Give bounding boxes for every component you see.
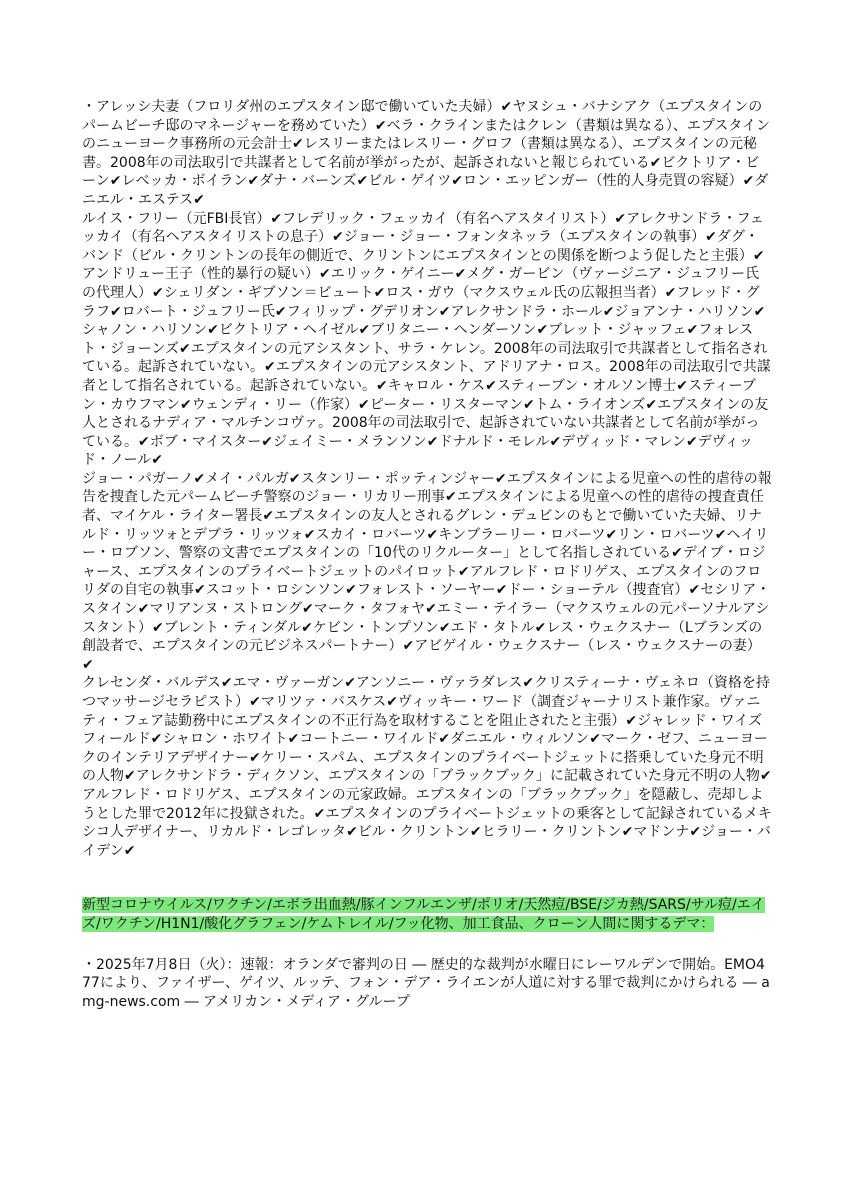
paragraph-names-1: ・アレッシ夫妻（フロリダ州のエプスタイン邸で働いていた夫婦）✔ヤヌシュ・バナシアク（エプスタインのパームビーチ邸のマネージャーを務めていた）✔ベラ・クラインまたはクレン（書類は異なる）、エプスタインのニューヨーク事務所の元会計士✔レスリーまたはレスリー・グロフ（書類は異なる）、エプスタインの元秘書。2008年の司法取引で共謀者として名前が挙がったが、起訴されないと報じられている✔ビクトリア・ビーン✔レベッカ・ボイラン✔ダナ・バーンズ✔ビル・ゲイツ✔ロン・エッピンガー（性的人身売買の容疑）✔ダニエル・エステス✔ xyxy=(82,99,770,208)
paragraph-names-5: アルフレド・ロドリゲス、エプスタインの元家政婦。エプスタインの「ブラックブック」を隠蔽し、売却しようとした罪で2012年に投獄された。✔エプスタインのプライベートジェットの乗客として記録されているメキシコ人デザイナー、リカルド・レゴレッタ✔ビル・クリントン✔ヒラリー・クリントン✔マドンナ✔ジョー・バイデン✔ xyxy=(82,786,772,859)
section-heading xyxy=(82,896,772,933)
paragraph-names-4: クレセンダ・バルデス✔エマ・ヴァーガン✔アンソニー・ヴァラダレス✔クリスティーナ・ヴェネロ（資格を持つマッサージセラピスト）✔マリツァ・バスケス✔ヴィッキー・ワード（調査ジャーナリスト兼作家。ヴァニティ・フェア誌勤務中にエプスタインの不正行為を取材することを阻止されたと主張）✔ジャレッド・ワイズフィールド✔シャロン・ホワイト✔コートニー・ワイルド✔ダニエル・ウィルソン✔マーク・ゼフ、ニューヨークのインテリアデザイナー✔ケリー・スパム、エプスタインのプライベートジェットに搭乗していた身元不明の人物✔アレクサンドラ・ディクソン、エプスタインの「ブラックブック」に記載されていた身元不明の人物✔ xyxy=(82,675,772,785)
document-page xyxy=(82,98,772,1011)
paragraph-names-2: ルイス・フリー（元FBI長官）✔フレデリック・フェッカイ（有名ヘアスタイリスト）✔アレクサンドラ・フェッカイ（有名ヘアスタイリストの息子）✔ジョー・ジョー・フォンタネッラ（エプスタインの執事）✔ダグ・バンド（ビル・クリントンの長年の側近で、クリントンにエプスタインとの関係を断つよう促したと主張）✔アンドリュー王子（性的暴行の疑い）✔エリック・ゲイニー✔メグ・ガービン（ヴァージニア・ジュフリー氏の代理人）✔シェリダン・ギブソン＝ビュート✔ロス・ガウ（マクスウェル氏の広報担当者）✔フレッド・グラフ✔ロバート・ジュフリー氏✔フィリップ・グデリオン✔アレクサンドラ・ホール✔ジョアンナ・ハリソン✔シャノン・ハリソン✔ビクトリア・ヘイゼル✔ブリタニー・ヘンダーソン✔ブレット・ジャッフェ✔フォレスト・ジョーンズ✔エプスタインの元アシスタント、サラ・ケレン。2008年の司法取引で共謀者として指名されている。起訴されていない。✔エプスタインの元アシスタント、アドリアナ・ロス。2008年の司法取引で共謀者として指名されている。起訴されていない。✔キャロル・ケス✔スティーブン・オルソン博士✔スティーブン・カウフマン✔ウェンディ・リー（作家）✔ピーター・リスターマン✔トム・ライオンズ✔エプスタインの友人とされるナディア・マルチンコヴァ。2008年の司法取引で、起訴されていない共謀者として名前が挙がっている。✔ボブ・マイスター✔ジェイミー・メランソン✔ドナルド・モレル✔デヴィッド・マレン✔デヴィッド・ノール✔ xyxy=(82,210,771,469)
news-item: ・2025年7月8日（火）：速報：オランダで審判の日 ― 歴史的な裁判が水曜日にレーワルデンで開始。EMO477により、ファイザー、ゲイツ、ルッテ、フォン・デア・ライエンが人道に対する罪で裁判にかけられる ― amg-news.com ― アメリカン・メディア・グループ xyxy=(82,956,770,1010)
paragraph-names-3: ジョー・パガーノ✔メイ・パルガ✔スタンリー・ポッティンジャー✔エプスタインによる児童への性的虐待の報告を捜査した元パームビーチ警察のジョー・リカリー刑事✔エプスタインによる児童への性的虐待の捜査責任者、マイケル・ライター署長✔エプスタインの友人とされるグレン・デュビンのもとで働いていた夫婦、リナルド・リッツォとデブラ・リッツォ✔スカイ・ロバーツ✔キンブラーリー・ロバーツ✔リン・ロバーツ✔ヘイリー・ロブソン、警察の文書でエプスタインの「10代のリクルーター」として名指しされている✔デイブ・ロジャース、エプスタインのプライベートジェットのパイロット✔アルフレド・ロドリゲス、エプスタインのフロリダの自宅の執事✔スコット・ロシンソン✔フォレスト・ソーヤー✔ドー・ショーテル（捜査官）✔セシリア・スタイン✔マリアンヌ・ストロング✔マーク・タフォヤ✔エミー・テイラー（マクスウェルの元パーソナルアシスタント）✔ブレント・ティンダル✔ケビン・トンプソン✔エド・タトル✔レス・ウェクスナー（Lブランズの創設者で、エプスタインの元ビジネスパートナー）✔アビゲイル・ウェクスナー（レス・ウェクスナーの妻）✔ xyxy=(82,470,772,673)
highlighted-heading: 新型コロナウイルス/ワクチン/エボラ出血熱/豚インフルエンザ/ポリオ/天然痘/BSE/ジカ熱/SARS/サル痘/エイズ/ワクチン/H1N1/酸化グラフェン/ケムトレイル/フッ化物、加工食品、クローン人間に関するデマ： xyxy=(82,897,765,932)
